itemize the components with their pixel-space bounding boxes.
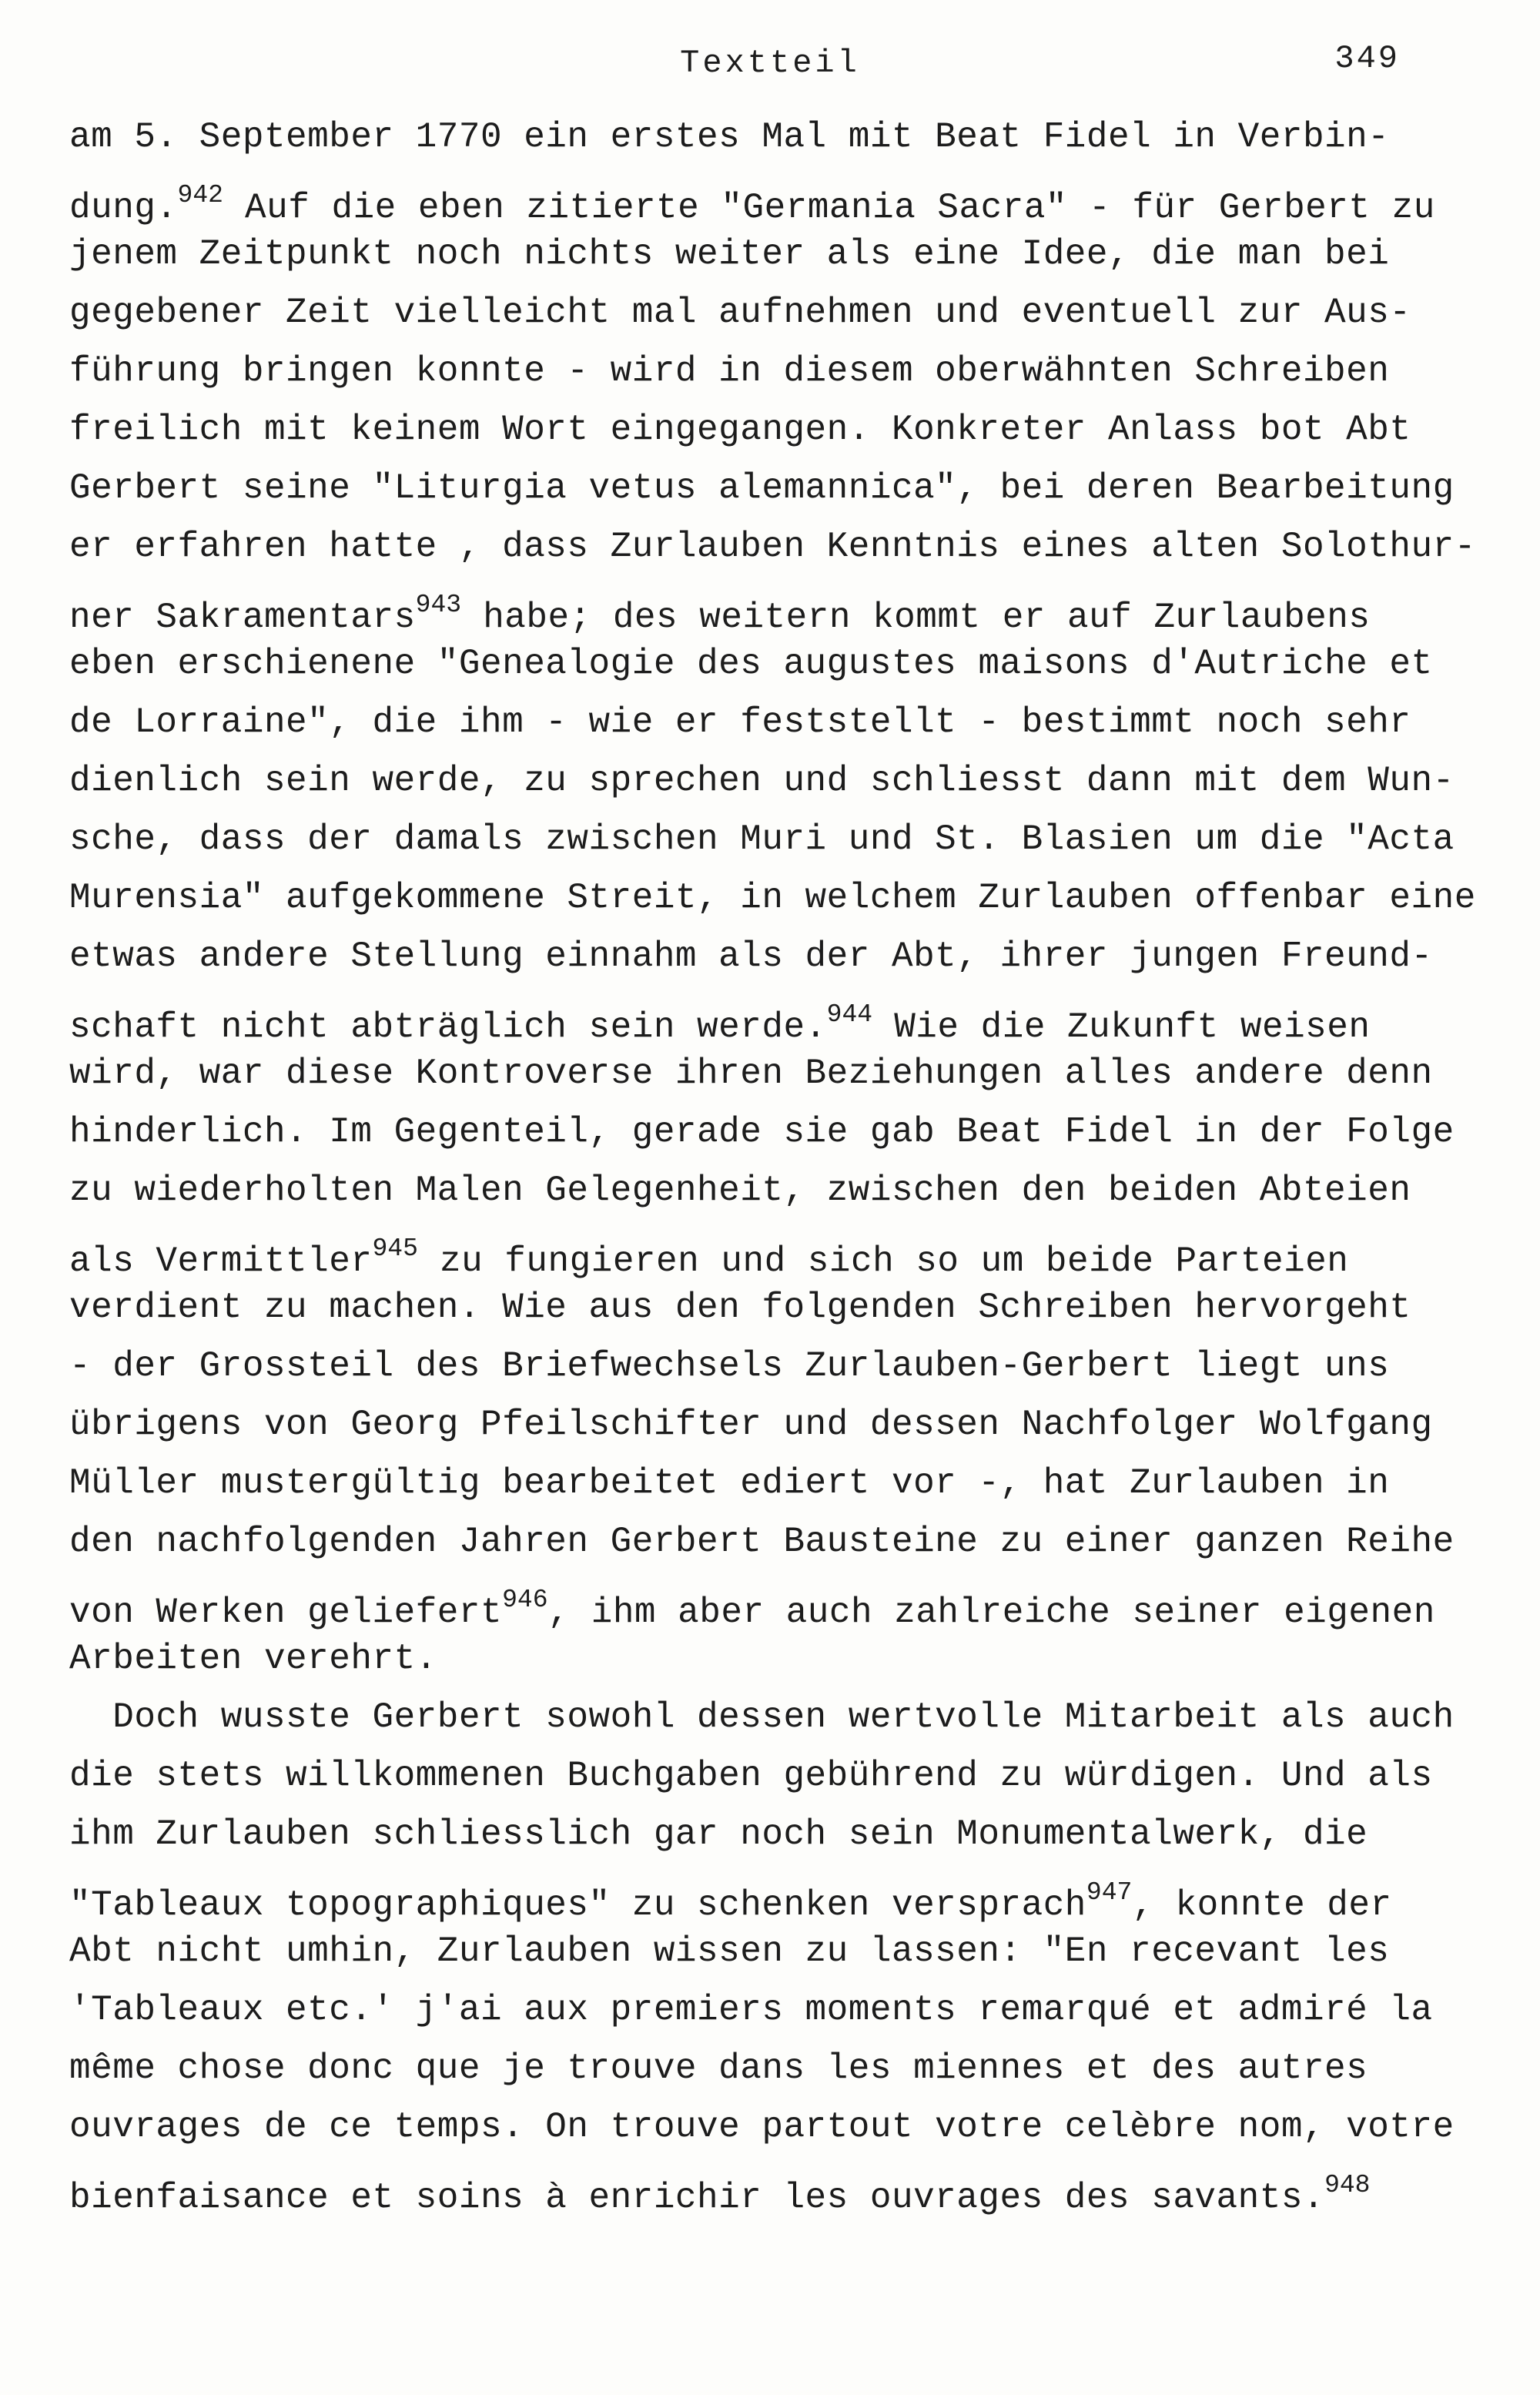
text-run: , ihm aber auch zahlreiche seiner eigenen [547, 1593, 1435, 1633]
text-run: etwas andere Stellung einnahm als der Abt, ihrer jungen Freund- [69, 936, 1433, 976]
running-title: Textteil [680, 45, 860, 82]
text-run: ihm Zurlauben schliesslich gar noch sein Monumentalwerk, die [69, 1814, 1368, 1854]
text-line [69, 166, 1494, 228]
text-run: même chose donc que je trouve dans les miennes et des autres [69, 2048, 1368, 2089]
text-line [69, 1044, 1494, 1103]
text-line [69, 810, 1494, 869]
footnote-ref: 946 [502, 1586, 548, 1614]
text-line [69, 1981, 1494, 2039]
text-line [69, 459, 1494, 518]
text-run: Doch wusste Gerbert sowohl dessen wertvolle Mitarbeit als auch [69, 1697, 1455, 1737]
footnote-ref: 947 [1086, 1878, 1133, 1907]
text-run: Müller mustergültig bearbeitet ediert vor -, hat Zurlauben in [69, 1463, 1390, 1503]
text-line [69, 1337, 1494, 1395]
text-run: dienlich sein werde, zu sprechen und schliesst dann mit dem Wun- [69, 761, 1455, 801]
page-header [0, 40, 1540, 91]
text-line [69, 1571, 1494, 1633]
text-run: sche, dass der damals zwischen Muri und St. Blasien um die "Acta [69, 819, 1455, 859]
text-line [69, 2039, 1494, 2098]
text-run: Abt nicht umhin, Zurlauben wissen zu lassen: "En recevant les [69, 1931, 1390, 1971]
text-run: Murensia" aufgekommene Streit, in welchem Zurlauben offenbar eine [69, 878, 1476, 918]
text-line [69, 1161, 1494, 1220]
text-run: ouvrages de ce temps. On trouve partout votre celèbre nom, votre [69, 2107, 1455, 2147]
text-run: habe; des weitern kommt er auf Zurlaubens [461, 598, 1371, 638]
text-run: 'Tableaux etc.' j'ai aux premiers moments remarqué et admiré la [69, 1990, 1433, 2030]
text-line [69, 2156, 1494, 2218]
text-run: , konnte der [1132, 1885, 1392, 1925]
text-line [69, 1805, 1494, 1864]
text-run: Auf die eben zitierte "Germania Sacra" - für Gerbert zu [223, 188, 1435, 228]
page-number: 349 [1334, 40, 1400, 77]
text-run: Gerbert seine "Liturgia vetus alemannica", bei deren Bearbeitung [69, 468, 1455, 508]
text-line [69, 927, 1494, 986]
text-line [69, 108, 1494, 166]
text-line [69, 1220, 1494, 1281]
text-run: führung bringen konnte - wird in diesem oberwähnten Schreiben [69, 351, 1390, 391]
text-run: gegebener Zeit vielleicht mal aufnehmen und eventuell zur Aus- [69, 293, 1411, 333]
text-run: wird, war diese Kontroverse ihren Beziehungen alles andere denn [69, 1053, 1433, 1094]
text-line [69, 693, 1494, 752]
text-run: eben erschienene "Genealogie des augustes maisons d'Autriche et [69, 644, 1433, 684]
footnote-ref: 948 [1324, 2171, 1371, 2199]
text-run: die stets willkommenen Buchgaben gebührend zu würdigen. Und als [69, 1756, 1433, 1796]
text-line [69, 1278, 1494, 1337]
text-run: dung. [69, 188, 178, 228]
footnote-ref: 945 [372, 1234, 418, 1263]
text-run: zu fungieren und sich so um beide Parteien [417, 1241, 1349, 1281]
text-run: "Tableaux topographiques" zu schenken versprach [69, 1885, 1086, 1925]
text-run: schaft nicht abträglich sein werde. [69, 1007, 827, 1047]
text-run: verdient zu machen. Wie aus den folgenden Schreiben hervorgeht [69, 1288, 1411, 1328]
text-line [69, 342, 1494, 400]
text-run: als Vermittler [69, 1241, 373, 1281]
body-lines [69, 108, 1494, 2218]
text-line [69, 1395, 1494, 1454]
text-line [69, 1747, 1494, 1805]
text-run: er erfahren hatte , dass Zurlauben Kenntnis eines alten Solothur- [69, 527, 1476, 567]
text-line [69, 635, 1494, 693]
text-line [69, 1688, 1494, 1747]
text-line [69, 400, 1494, 459]
text-line [69, 2098, 1494, 2156]
footnote-ref: 942 [177, 181, 223, 209]
text-line [69, 1454, 1494, 1512]
text-run: Arbeiten verehrt. [69, 1639, 437, 1679]
text-run: bienfaisance et soins à enrichir les ouvrages des savants. [69, 2178, 1325, 2218]
text-run: hinderlich. Im Gegenteil, gerade sie gab Beat Fidel in der Folge [69, 1112, 1455, 1152]
text-line [69, 869, 1494, 927]
text-run: von Werken geliefert [69, 1593, 503, 1633]
text-line [69, 1864, 1494, 1925]
footnote-ref: 943 [415, 591, 462, 619]
text-run: Wie die Zukunft weisen [872, 1007, 1371, 1047]
text-run: den nachfolgenden Jahren Gerbert Bausteine zu einer ganzen Reihe [69, 1522, 1455, 1562]
text-line [69, 752, 1494, 810]
text-run: übrigens von Georg Pfeilschifter und dessen Nachfolger Wolfgang [69, 1405, 1433, 1445]
footnote-ref: 944 [826, 1000, 873, 1029]
text-run: jenem Zeitpunkt noch nichts weiter als eine Idee, die man bei [69, 234, 1390, 274]
text-run: zu wiederholten Malen Gelegenheit, zwischen den beiden Abteien [69, 1171, 1411, 1211]
text-line [69, 1630, 1494, 1688]
text-run: de Lorraine", die ihm - wie er feststellt - bestimmt noch sehr [69, 702, 1411, 742]
text-run: freilich mit keinem Wort eingegangen. Konkreter Anlass bot Abt [69, 410, 1411, 450]
text-line [69, 1512, 1494, 1571]
text-line [69, 283, 1494, 342]
text-line [69, 1922, 1494, 1981]
text-line [69, 518, 1494, 576]
text-run: - der Grossteil des Briefwechsels Zurlauben-Gerbert liegt uns [69, 1346, 1390, 1386]
text-run: am 5. September 1770 ein erstes Mal mit Beat Fidel in Verbin- [69, 117, 1390, 157]
text-line [69, 1103, 1494, 1161]
text-line [69, 225, 1494, 283]
text-run: ner Sakramentars [69, 598, 416, 638]
text-line [69, 986, 1494, 1047]
text-line [69, 576, 1494, 638]
